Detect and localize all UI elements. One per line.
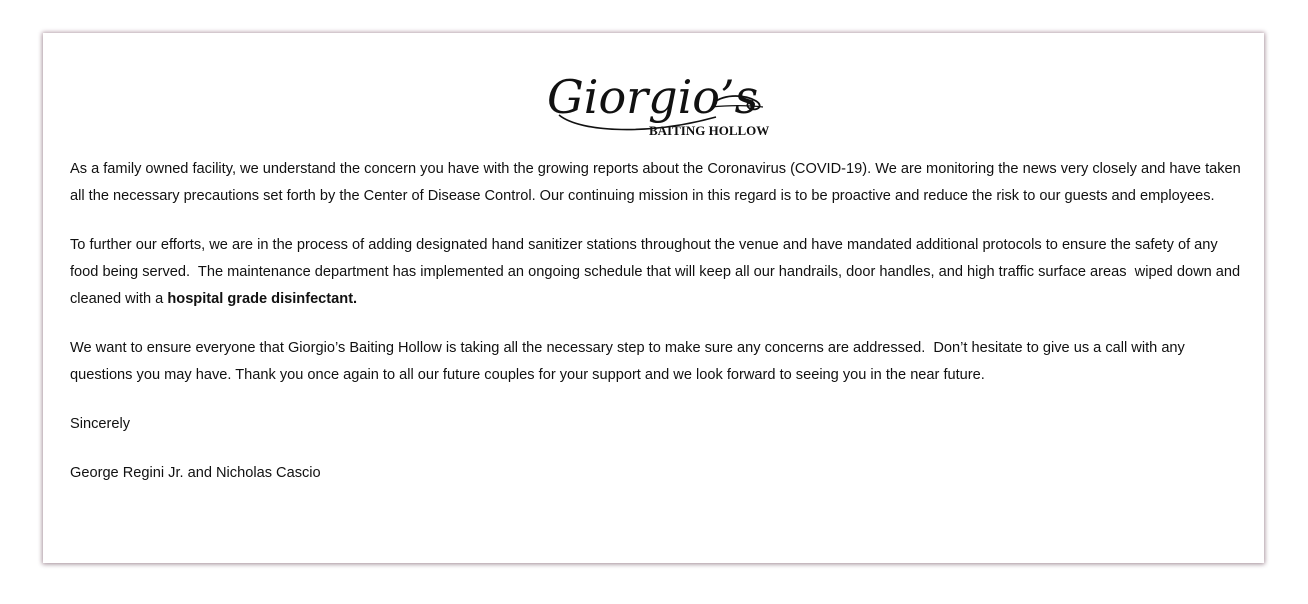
closing: Sincerely xyxy=(70,416,131,432)
paragraph-2-bold: hospital grade disinfectant. xyxy=(167,291,358,307)
logo-subtitle: BAITING HOLLOW xyxy=(649,123,770,138)
paragraph-1: As a family owned facility, we understand the concern you have with the growing reports about the Coronavirus (COVID-19). We are monitoring the news very closely and have taken all the necessary precautions set forth by the Center of Disease Control. Our continuing mission in this regard is to be proactive and reduce the risk to our guests and employees. xyxy=(70,161,1245,204)
logo-graphic xyxy=(541,55,771,139)
logo-script-text: Giorgio’s xyxy=(547,70,759,124)
paragraph-2-text: To further our efforts, we are in the process of adding designated hand sanitizer stations throughout the venue and have mandated additional protocols to ensure the safety of any food being served. The maintenance department has implemented an ongoing schedule that will keep all our handrails, door handles, and high traffic surface areas wiped down and cleaned with a xyxy=(70,237,1245,307)
paragraph-3: We want to ensure everyone that Giorgio’s Baiting Hollow is taking all the necessary step to make sure any concerns are addressed. Don’t hesitate to give us a call with any questions you may have. Thank you once again to all our future couples for your support and we look forward to seeing you in the near future. xyxy=(70,340,1189,383)
giorgios-logo xyxy=(541,55,771,139)
letter-card xyxy=(43,33,1264,563)
letter-body xyxy=(70,156,1245,509)
signature: George Regini Jr. and Nicholas Cascio xyxy=(70,465,321,481)
paragraph-2 xyxy=(70,232,1245,313)
